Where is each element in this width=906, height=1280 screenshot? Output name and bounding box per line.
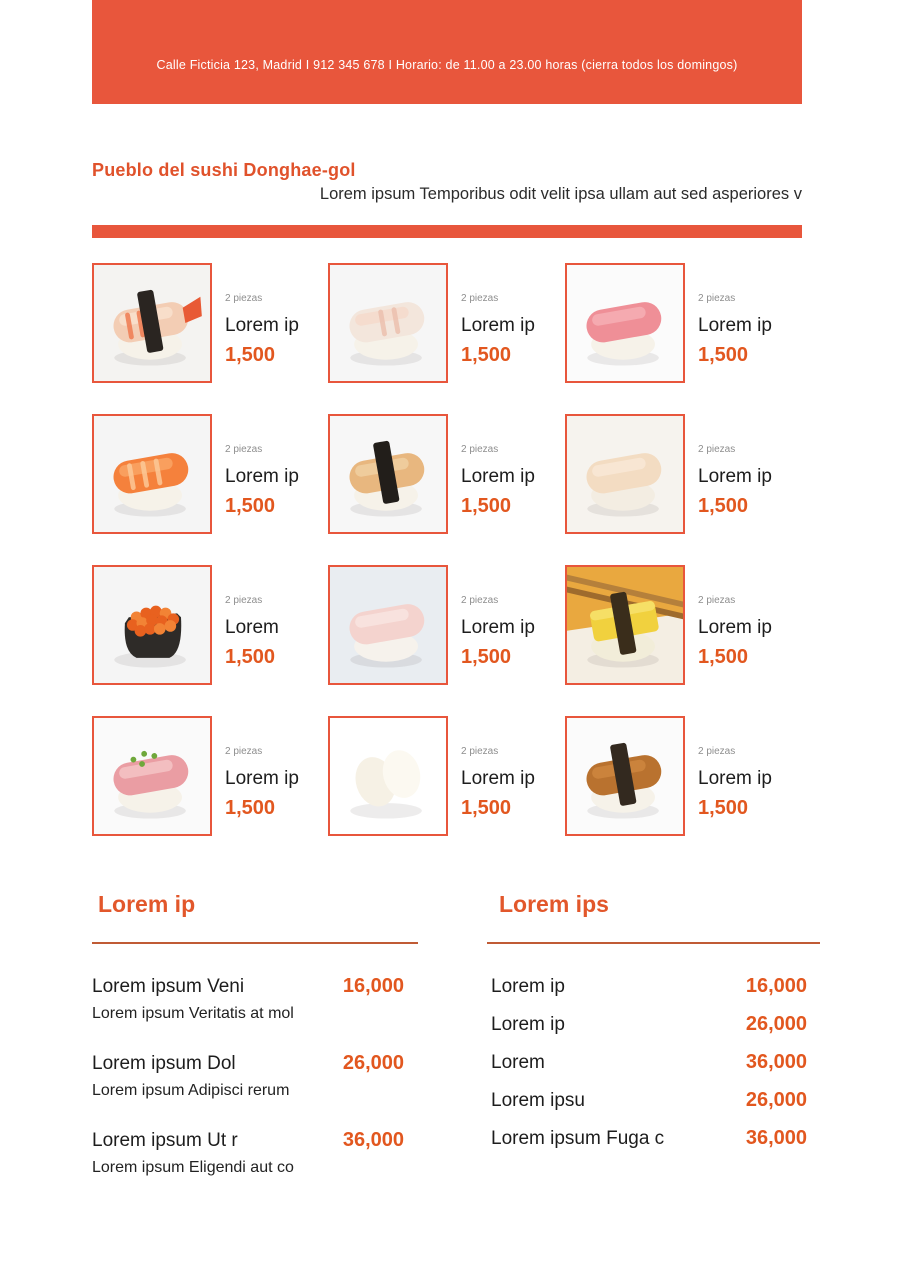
pieces-label: 2 piezas (225, 293, 263, 304)
item-name: Lorem ip (698, 617, 772, 638)
tuna-nigiri-image (567, 265, 683, 381)
menu-card (565, 414, 802, 534)
squid-nigiri-image (330, 718, 446, 834)
dish-description: Lorem ipsum Veritatis at mol (92, 1005, 294, 1022)
menu-list-item (491, 1050, 820, 1075)
tamago-nigiri-image (567, 567, 683, 683)
pieces-label: 2 piezas (698, 595, 736, 606)
menu-card (328, 565, 565, 685)
pieces-label: 2 piezas (461, 746, 499, 757)
item-price: 1,500 (698, 797, 749, 819)
ikura-gunkan-image (94, 567, 210, 683)
menu-card (328, 414, 565, 534)
restaurant-info: Calle Ficticia 123, Madrid I 912 345 678 I Horario: de 11.00 a 23.00 horas (cierra todos los domingos) (156, 58, 738, 72)
item-price: 1,500 (461, 646, 512, 668)
dish-description: Lorem ipsum Eligendi aut co (92, 1159, 294, 1176)
pieces-label: 2 piezas (698, 746, 736, 757)
card-photo-frame (565, 565, 685, 685)
dish-price: 36,000 (745, 1051, 807, 1073)
menu-grid (92, 263, 804, 836)
section-divider-bar (92, 225, 802, 238)
pink-fish-nigiri-image (330, 567, 446, 683)
menu-card (565, 565, 802, 685)
item-name: Lorem ip (698, 768, 772, 789)
dish-description: Lorem ipsum Adipisci rerum (92, 1082, 290, 1099)
menu-list-item (491, 1088, 820, 1113)
item-name: Lorem ip (461, 617, 535, 638)
dish-price: 36,000 (342, 1129, 404, 1151)
card-photo-frame (92, 414, 212, 534)
menu-card (92, 414, 328, 534)
dish-name: Lorem ipsum Fuga c (491, 1128, 665, 1149)
pieces-label: 2 piezas (698, 293, 736, 304)
item-price: 1,500 (698, 344, 749, 366)
dish-price: 26,000 (342, 1052, 404, 1074)
pieces-label: 2 piezas (225, 746, 263, 757)
item-price: 1,500 (225, 344, 276, 366)
pieces-label: 2 piezas (461, 595, 499, 606)
dish-price: 36,000 (745, 1127, 807, 1149)
item-name: Lorem ip (225, 466, 299, 487)
item-name: Lorem ip (698, 315, 772, 336)
toro-nigiri-image (94, 718, 210, 834)
item-price: 1,500 (225, 646, 276, 668)
page-title: Pueblo del sushi Donghae-gol (92, 160, 356, 180)
price-list-section-left (92, 891, 418, 1205)
item-name: Lorem ip (698, 466, 772, 487)
pieces-label: 2 piezas (698, 444, 736, 455)
menu-card (565, 716, 802, 836)
menu-card (328, 716, 565, 836)
card-photo-frame (565, 716, 685, 836)
white-fish-nigiri-image (330, 265, 446, 381)
menu-list-item (491, 1012, 820, 1037)
item-name: Lorem ip (461, 768, 535, 789)
pieces-label: 2 piezas (461, 444, 499, 455)
dish-name: Lorem ipsum Ut r (92, 1130, 238, 1151)
section-title: Lorem ips (499, 891, 609, 917)
card-photo-frame (328, 414, 448, 534)
item-price: 1,500 (461, 344, 512, 366)
item-price: 1,500 (698, 646, 749, 668)
page-subtitle: Lorem ipsum Temporibus odit velit ipsa ullam aut sed asperiores v (319, 185, 802, 203)
dish-price: 26,000 (745, 1089, 807, 1111)
menu-list-item (92, 974, 418, 1025)
item-price: 1,500 (225, 495, 276, 517)
menu-card (328, 263, 565, 383)
item-name: Lorem ip (225, 768, 299, 789)
menu-list-item (491, 1126, 820, 1151)
card-photo-frame (92, 263, 212, 383)
menu-card (565, 263, 802, 383)
pieces-label: 2 piezas (225, 595, 263, 606)
dish-name: Lorem ip (491, 1014, 565, 1035)
dish-price: 16,000 (745, 975, 807, 997)
price-list-section-right (487, 891, 820, 1164)
unagi-nigiri-image (567, 718, 683, 834)
item-price: 1,500 (225, 797, 276, 819)
dish-name: Lorem ipsu (491, 1090, 585, 1111)
card-photo-frame (565, 414, 685, 534)
item-name: Lorem ip (461, 315, 535, 336)
item-price: 1,500 (461, 495, 512, 517)
item-name: Lorem ip (225, 315, 299, 336)
dish-name: Lorem ip (491, 976, 565, 997)
section-title: Lorem ip (98, 891, 196, 917)
dish-price: 26,000 (745, 1013, 807, 1035)
menu-card (92, 716, 328, 836)
item-price: 1,500 (698, 495, 749, 517)
dish-name: Lorem ipsum Veni (92, 976, 245, 997)
item-name: Lorem (225, 617, 279, 638)
section-underline (487, 942, 820, 944)
dish-price: 16,000 (342, 975, 404, 997)
menu-list-item (92, 1128, 418, 1179)
dish-name: Lorem ipsum Dol (92, 1053, 236, 1074)
pieces-label: 2 piezas (225, 444, 263, 455)
section-underline (92, 942, 418, 944)
card-photo-frame (565, 263, 685, 383)
item-name: Lorem ip (461, 466, 535, 487)
anago-nigiri-image (330, 416, 446, 532)
card-photo-frame (328, 716, 448, 836)
card-photo-frame (92, 565, 212, 685)
pieces-label: 2 piezas (461, 293, 499, 304)
scallop-nigiri-image (567, 416, 683, 532)
menu-list-item (92, 1051, 418, 1102)
card-photo-frame (328, 263, 448, 383)
header-banner (92, 0, 802, 104)
item-price: 1,500 (461, 797, 512, 819)
salmon-nigiri-image (94, 416, 210, 532)
card-photo-frame (328, 565, 448, 685)
shrimp-nigiri-image (94, 265, 210, 381)
menu-card (92, 263, 328, 383)
card-photo-frame (92, 716, 212, 836)
dish-name: Lorem (491, 1052, 545, 1073)
menu-list-item (491, 974, 820, 999)
menu-card (92, 565, 328, 685)
